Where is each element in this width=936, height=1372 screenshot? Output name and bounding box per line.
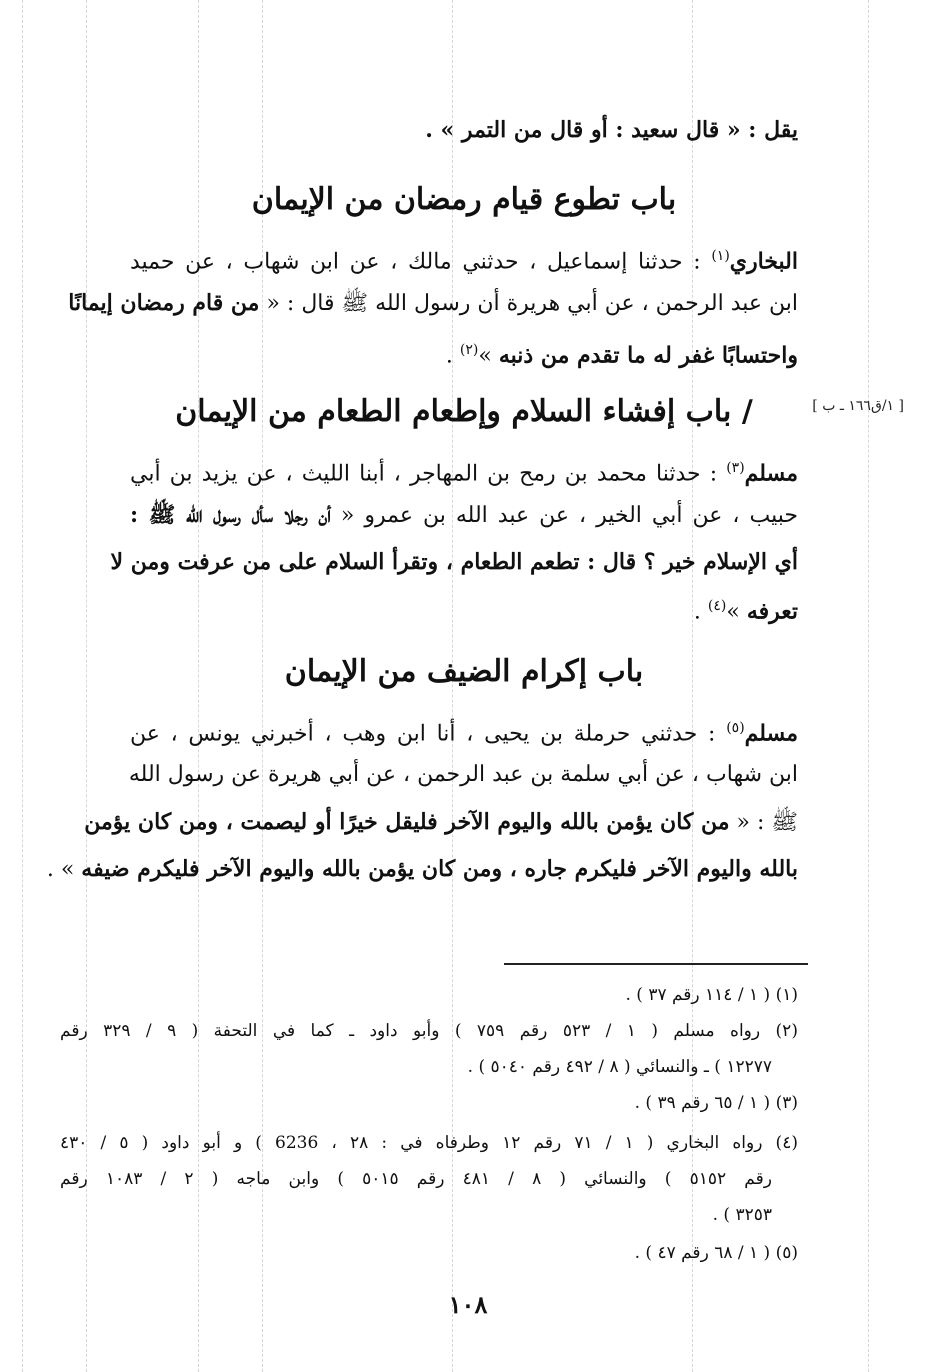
hadith-text: من كان يؤمن بالله واليوم الآخر فليقل خيرًا أو ليصمت ، ومن كان يؤمن (84, 809, 730, 835)
footnote-2-cont: ١٢٢٧٧ ) ـ والنسائي ( ٨ / ٤٩٢ رقم ٥٠٤٠ ) . (467, 1057, 772, 1077)
section-heading-2: / باب إفشاء السلام وإطعام الطعام من الإيمان (175, 394, 753, 429)
paragraph-line (130, 755, 798, 795)
paragraph-line (130, 586, 798, 632)
hadith-text: بالله واليوم الآخر فليكرم جاره ، ومن كان يؤمن بالله واليوم الآخر فليكرم ضيفه (81, 856, 798, 882)
paragraph-line (130, 448, 798, 494)
footnote-ref: (٣) (726, 460, 745, 476)
line-text: : حدثنا محمد بن رمح بن المهاجر ، أبنا الليث ، عن يزيد بن أبي (130, 461, 727, 487)
paragraph-line (68, 283, 798, 324)
line-text: ﷺ : « (729, 810, 798, 835)
paragraph-line (130, 495, 798, 536)
footnote-4-cont: رقم ٥١٥٢ ) والنسائي ( ٨ / ٤٨١ رقم ٥٠١٥ ) وابن ماجه ( ٢ / ١٠٨٣ رقم (60, 1169, 772, 1189)
paragraph-line (46, 849, 798, 890)
line-text: . (445, 343, 460, 369)
page-number: ١٠٨ (448, 1290, 488, 1319)
top-line-text: يقل : « قال سعيد : أو قال من التمر » . (425, 117, 798, 143)
footnote-ref: (٤) (707, 598, 727, 614)
line-text: ابن شهاب ، عن أبي سلمة بن عبد الرحمن ، عن أبي هريرة عن رسول الله (128, 762, 798, 787)
footnote-2: (٢) رواه مسلم ( ١ / ٥٢٣ رقم ٧٥٩ ) وأبو داود ـ كما في التحفة ( ٩ / ٣٢٩ رقم (60, 1021, 798, 1041)
hadith-text: تعرفه (746, 598, 798, 625)
scan-line (22, 0, 23, 1372)
line-text: » (726, 599, 747, 625)
footnote-4-cont: ٣٢٥٣ ) . (712, 1205, 772, 1225)
footnote-5: (٥) ( ١ / ٦٨ رقم ٤٧ ) . (634, 1243, 798, 1263)
footnote-4: (٤) رواه البخاري ( ١ / ٧١ رقم ١٢ وطرفاه في : ٢٨ ، 6236 ) و أبو داود ( ٥ / ٤٣٠ (60, 1133, 798, 1153)
hadith-text: من قام رمضان إيمانًا (68, 290, 260, 316)
paragraph-line (130, 236, 798, 282)
paragraph-line (130, 708, 798, 754)
footnote-ref: (١) (711, 248, 730, 264)
line-text: ابن عبد الرحمن ، عن أبي هريرة أن رسول الله ﷺ قال : « (259, 291, 798, 316)
line-text: حبيب ، عن أبي الخير ، عن عبد الله بن عمرو « (330, 503, 798, 528)
footnote-ref: (٢) (459, 342, 479, 358)
scan-line (868, 0, 869, 1372)
paragraph-line (84, 802, 798, 843)
line-text: . (693, 599, 708, 625)
paragraph-line (130, 330, 798, 376)
footnote-separator (504, 963, 808, 965)
paragraph-line (110, 542, 798, 583)
line-text: : حدثنا إسماعيل ، حدثني مالك ، عن ابن شهاب ، عن حميد (130, 249, 712, 275)
narrator-name: مسلم (744, 720, 798, 747)
hadith-text: واحتسابًا غفر له ما تقدم من ذنبه (498, 342, 798, 369)
footnote-1: (١) ( ١ / ١١٤ رقم ٣٧ ) . (625, 985, 798, 1005)
line-text: » . (46, 857, 82, 882)
section-heading-3: باب إكرام الضيف من الإيمان (284, 654, 644, 689)
narrator-name: البخاري (729, 248, 798, 275)
line-text: : حدثني حرملة بن يحيى ، أنا ابن وهب ، أخبرني يونس ، عن (130, 721, 727, 747)
footnote-ref: (٥) (726, 720, 745, 736)
line-text: » (478, 343, 499, 369)
top-line (130, 110, 798, 151)
narrator-name: مسلم (744, 460, 798, 487)
manuscript-folio-note: [ ١/ق١٦٦ ـ ب ] (812, 398, 904, 414)
hadith-text: أن رجلا سأل رسول الله ﷺ : (130, 502, 331, 528)
footnote-3: (٣) ( ١ / ٦٥ رقم ٣٩ ) . (634, 1093, 798, 1113)
hadith-text: أي الإسلام خير ؟ قال : تطعم الطعام ، وتقرأ السلام على من عرفت ومن لا (110, 549, 798, 575)
section-heading-1: باب تطوع قيام رمضان من الإيمان (251, 182, 677, 217)
